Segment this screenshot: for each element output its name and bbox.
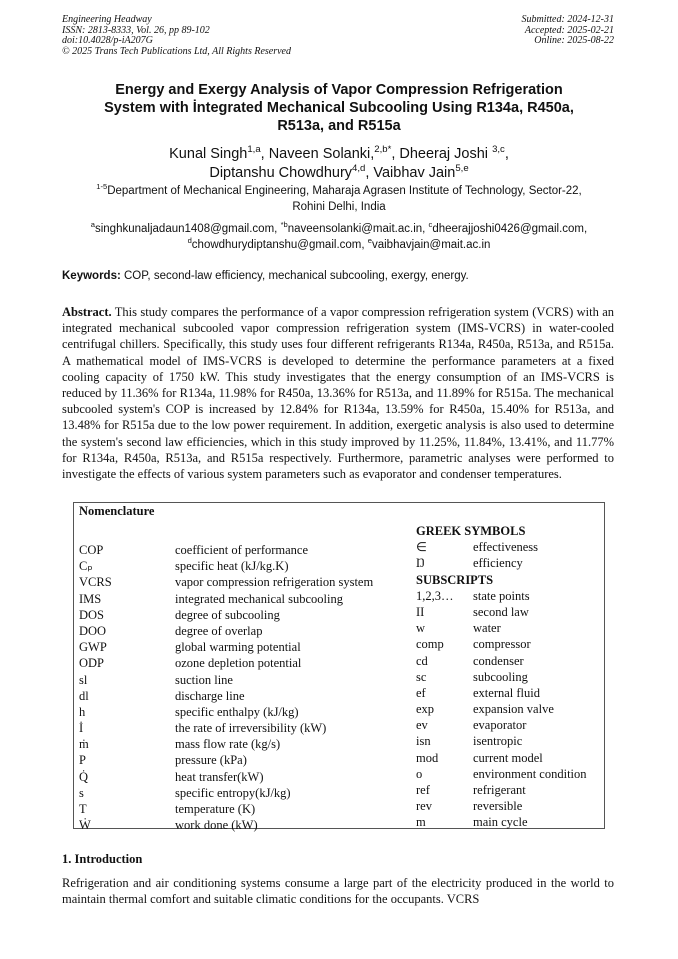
copyright-line: © 2025 Trans Tech Publications Ltd, All Rights Reserved [62,45,291,57]
author-separator: , [391,146,400,162]
online-date: Online: 2025-08-22 [534,35,614,47]
subscript-symbol: rev [416,799,432,814]
author-name: Dheeraj Joshi [399,146,493,162]
greek-symbol-symbol: ∈ [416,540,427,555]
nomenclature-definition: integrated mechanical subcooling [175,591,343,606]
email-link[interactable]: vaibhavjain@mait.ac.in [371,238,491,251]
subscript-symbol: ef [416,685,426,700]
email-link[interactable]: dheerajjoshi0426@gmail.com, [432,223,588,235]
abstract-text: This study compares the performance of a vapor compression refrigeration system (VCRS) with an integrated mechanical subcooled vapor compression refrigeration system (IMS-VCRS) in water-cooled centrifugal chillers. Specifically, this study uses four different refrigerants R134a, R450a, R513a, and R515a. A mathematical model of IMS-VCRS is developed to determine the performance parameters at a fixed cooling capacity of 1750 kW. This study investigates that the energy consumption of an IMS-VCRS is reduced by 11.36% for R134a, 11.98% for R450a, 13.36% for R513a, and 11.89% for R515a. The mechanical subcooled system's COP is increased by 12.84% for R134a, 13.59% for R450a, 15.40% for R513a, and 13.48% for R515a due to the low power requirement. In addition, exergetic analysis is also used to determine the system's second law efficiencies, which in this study improved by 11.25%, 11.84%, 13.41%, and 11.77% for R134a, R450a, R513a, and R515a respectively. Furthermore, parametric analyses were performed to investigate the effects of various system parameters such as evaporator and condenser temperatures. [62,305,614,482]
author-list [60,145,618,183]
nomenclature-symbol: DOO [79,623,107,638]
journal-header [62,15,291,57]
author-name: Diptanshu Chowdhury [209,165,353,181]
emails-line-1 [60,222,618,238]
nomenclature-symbol: P [79,753,86,768]
email-sup: d [187,235,192,245]
emails-line-2 [60,235,618,254]
subscripts-heading: SUBSCRIPTS [416,572,494,587]
title-line-3: R513a, and R515a [277,118,401,134]
journal-name: Engineering Headway [62,14,152,25]
author-emails [60,222,618,253]
author-affil-sup: 1,a [247,144,261,156]
author-affil-sup: 2,b* [374,144,392,156]
subscript-row [416,717,587,733]
subscript-symbol: comp [416,637,444,652]
nomenclature-table [73,502,605,833]
nomenclature-title: Nomenclature [79,504,155,518]
email-link[interactable]: naveensolanki@mait.ac.in, [287,223,429,235]
subscript-symbol: II [416,604,425,619]
subscript-row [416,701,587,717]
affiliation-line-1 [60,184,618,200]
introduction-paragraph: Refrigeration and air conditioning systems consume a large part of the electricity produced in the world to maintain thermal comfort and suitable climatic conditions for the occupants. VCRS [62,876,614,907]
subscript-definition: refrigerant [473,783,526,797]
nomenclature-row [79,655,373,671]
subscript-symbol: ref [416,783,430,797]
nomenclature-definition: the rate of irreversibility (kW) [175,721,327,736]
nomenclature-definition: discharge line [175,688,245,703]
nomenclature-row [79,801,373,817]
nomenclature-row [79,769,373,785]
submitted-date: Submitted: 2024-12-31 [521,14,614,25]
nomenclature-symbol: İ [79,721,84,736]
author-affil-sup: 4,d [352,163,366,175]
email-sup: *b [280,220,288,230]
greek-symbols-list [416,539,587,571]
nomenclature-symbol: Q̇ [79,769,89,784]
nomenclature-symbol: T [79,802,87,816]
abstract [62,304,614,482]
subscript-symbol: cd [416,653,428,668]
title-line-2: System with İntegrated Mechanical Subcooling Using R134a, R450a, [104,100,574,116]
subscript-symbol: exp [416,702,435,717]
greek-symbol-symbol: Ŋ [416,556,425,571]
subscript-row [416,653,587,669]
nomenclature-symbols [79,542,373,833]
nomenclature-row [79,591,373,607]
nomenclature-symbol: s [79,785,84,800]
subscript-definition: reversible [473,799,523,814]
nomenclature-definition: pressure (kPa) [175,753,247,768]
subscript-definition: environment condition [473,766,587,781]
subscript-row [416,604,587,620]
dates-header [522,15,615,47]
subscript-row [416,750,587,766]
affiliation-line-2: Rohini Delhi, India [292,200,386,213]
subscript-definition: state points [473,588,530,603]
nomenclature-definition: suction line [175,672,233,687]
nomenclature-row [79,623,373,639]
subscript-definition: compressor [473,637,531,652]
author-line-1 [60,145,618,164]
nomenclature-definition: specific enthalpy (kJ/kg) [175,704,299,719]
author-name: Vaibhav Jain [373,165,456,181]
greek-symbol-row [416,555,587,571]
email-sup: e [367,235,372,245]
nomenclature-definition: degree of overlap [175,623,263,638]
email-sup: a [90,220,95,230]
subscript-definition: external fluid [473,685,540,700]
subscript-definition: second law [473,604,529,619]
subscript-definition: condenser [473,653,524,668]
subscript-definition: isentropic [473,734,523,749]
author-affil-sup: 5,e [455,163,469,175]
subscript-row [416,733,587,749]
nomenclature-symbol: COP [79,543,104,557]
greek-symbol-row [416,539,587,555]
nomenclature-definition: coefficient of performance [175,543,309,557]
nomenclature-definition: global warming potential [175,640,301,655]
subscript-symbol: m [416,815,426,830]
nomenclature-definition: heat transfer(kW) [175,769,264,784]
affiliation [60,184,618,215]
subscript-definition: current model [473,750,543,765]
paper-title [60,81,618,135]
subscript-symbol: w [416,621,426,636]
nomenclature-symbol: GWP [79,640,107,655]
subscript-row [416,636,587,652]
keywords-text: COP, second-law efficiency, mechanical subcooling, exergy, energy. [120,270,469,282]
nomenclature-row [79,736,373,752]
nomenclature-greek-subscripts [416,523,587,831]
nomenclature-row [79,558,373,574]
nomenclature-symbol: h [79,704,86,719]
nomenclature-definition: temperature (K) [175,802,256,816]
nomenclature-symbol: DOS [79,607,105,622]
nomenclature-symbol: ODP [79,656,105,671]
nomenclature-symbol: Cₚ [79,559,93,574]
subscript-symbol: sc [416,669,427,684]
abstract-label: Abstract. [62,305,112,319]
subscript-symbol: ev [416,718,428,733]
nomenclature-definition: vapor compression refrigeration system [175,575,374,590]
subscript-row [416,620,587,636]
subscript-symbol: 1,2,3… [416,588,454,603]
section-heading-introduction: 1. Introduction [62,852,143,866]
author-name: Kunal Singh [169,146,248,162]
greek-symbol-definition: effectiveness [473,540,539,555]
subscript-definition: expansion valve [473,702,554,717]
nomenclature-symbol: sl [79,672,88,687]
subscript-row [416,685,587,701]
accepted-date: Accepted: 2025-02-21 [524,24,614,36]
affiliation-sup: 1-5 [96,182,108,192]
subscript-row [416,669,587,685]
nomenclature-symbol: dl [79,688,89,703]
nomenclature-symbol: IMS [79,591,102,606]
nomenclature-definition: degree of subcooling [175,607,280,622]
nomenclature-row [79,542,373,558]
subscript-row [416,766,587,782]
author-separator: , [504,146,509,162]
subscript-row [416,782,587,798]
subscript-definition: water [473,621,501,636]
doi-line: doi:10.4028/p-iA207G [62,35,153,47]
nomenclature-definition: specific heat (kJ/kg.K) [175,559,289,574]
nomenclature-symbol: VCRS [79,575,112,590]
subscript-symbol: o [416,766,423,781]
author-separator: , [260,146,269,162]
email-link[interactable]: chowdhurydiptanshu@gmail.com, [191,238,368,251]
nomenclature-definition: ozone depletion potential [175,656,302,671]
greek-symbol-definition: efficiency [473,556,523,571]
subscript-definition: main cycle [473,815,528,830]
email-sup: c [428,220,433,230]
email-link[interactable]: singhkunaljadaun1408@gmail.com, [94,223,281,235]
nomenclature-row [79,672,373,688]
subscript-row [416,798,587,814]
keywords [62,269,614,284]
nomenclature-definition: mass flow rate (kg/s) [175,737,281,752]
subscript-row [416,588,587,604]
subscript-symbol: isn [416,734,431,749]
nomenclature-row [79,817,373,833]
author-name: Naveen Solanki, [268,146,375,162]
issn-line: ISSN: 2813-8333, Vol. 26, pp 89-102 [62,24,210,36]
nomenclature-row [79,720,373,736]
greek-symbols-heading: GREEK SYMBOLS [416,524,526,538]
subscript-row [416,814,587,830]
author-separator: , [365,165,374,181]
nomenclature-row [79,607,373,623]
nomenclature-symbol: Ẇ [79,818,91,833]
nomenclature-row [79,639,373,655]
subscript-definition: evaporator [473,718,527,733]
author-line-2 [60,164,618,183]
nomenclature-definition: specific entropy(kJ/kg) [175,785,291,800]
subscript-symbol: mod [416,750,439,765]
nomenclature-symbol: ṁ [79,737,89,752]
author-affil-sup: 3,c [492,144,505,156]
nomenclature-row [79,785,373,801]
affiliation-text: Department of Mechanical Engineering, Maharaja Agrasen Institute of Technology, Sector-22, [107,185,582,197]
subscript-definition: subcooling [473,669,528,684]
subscripts-list [416,588,587,831]
nomenclature-row [79,752,373,768]
nomenclature-row [79,688,373,704]
nomenclature-row [79,704,373,720]
nomenclature-row [79,574,373,590]
title-line-1: Energy and Exergy Analysis of Vapor Compression Refrigeration [115,82,563,98]
nomenclature-definition: work done (kW) [175,818,258,833]
keywords-label: Keywords: [62,270,121,282]
